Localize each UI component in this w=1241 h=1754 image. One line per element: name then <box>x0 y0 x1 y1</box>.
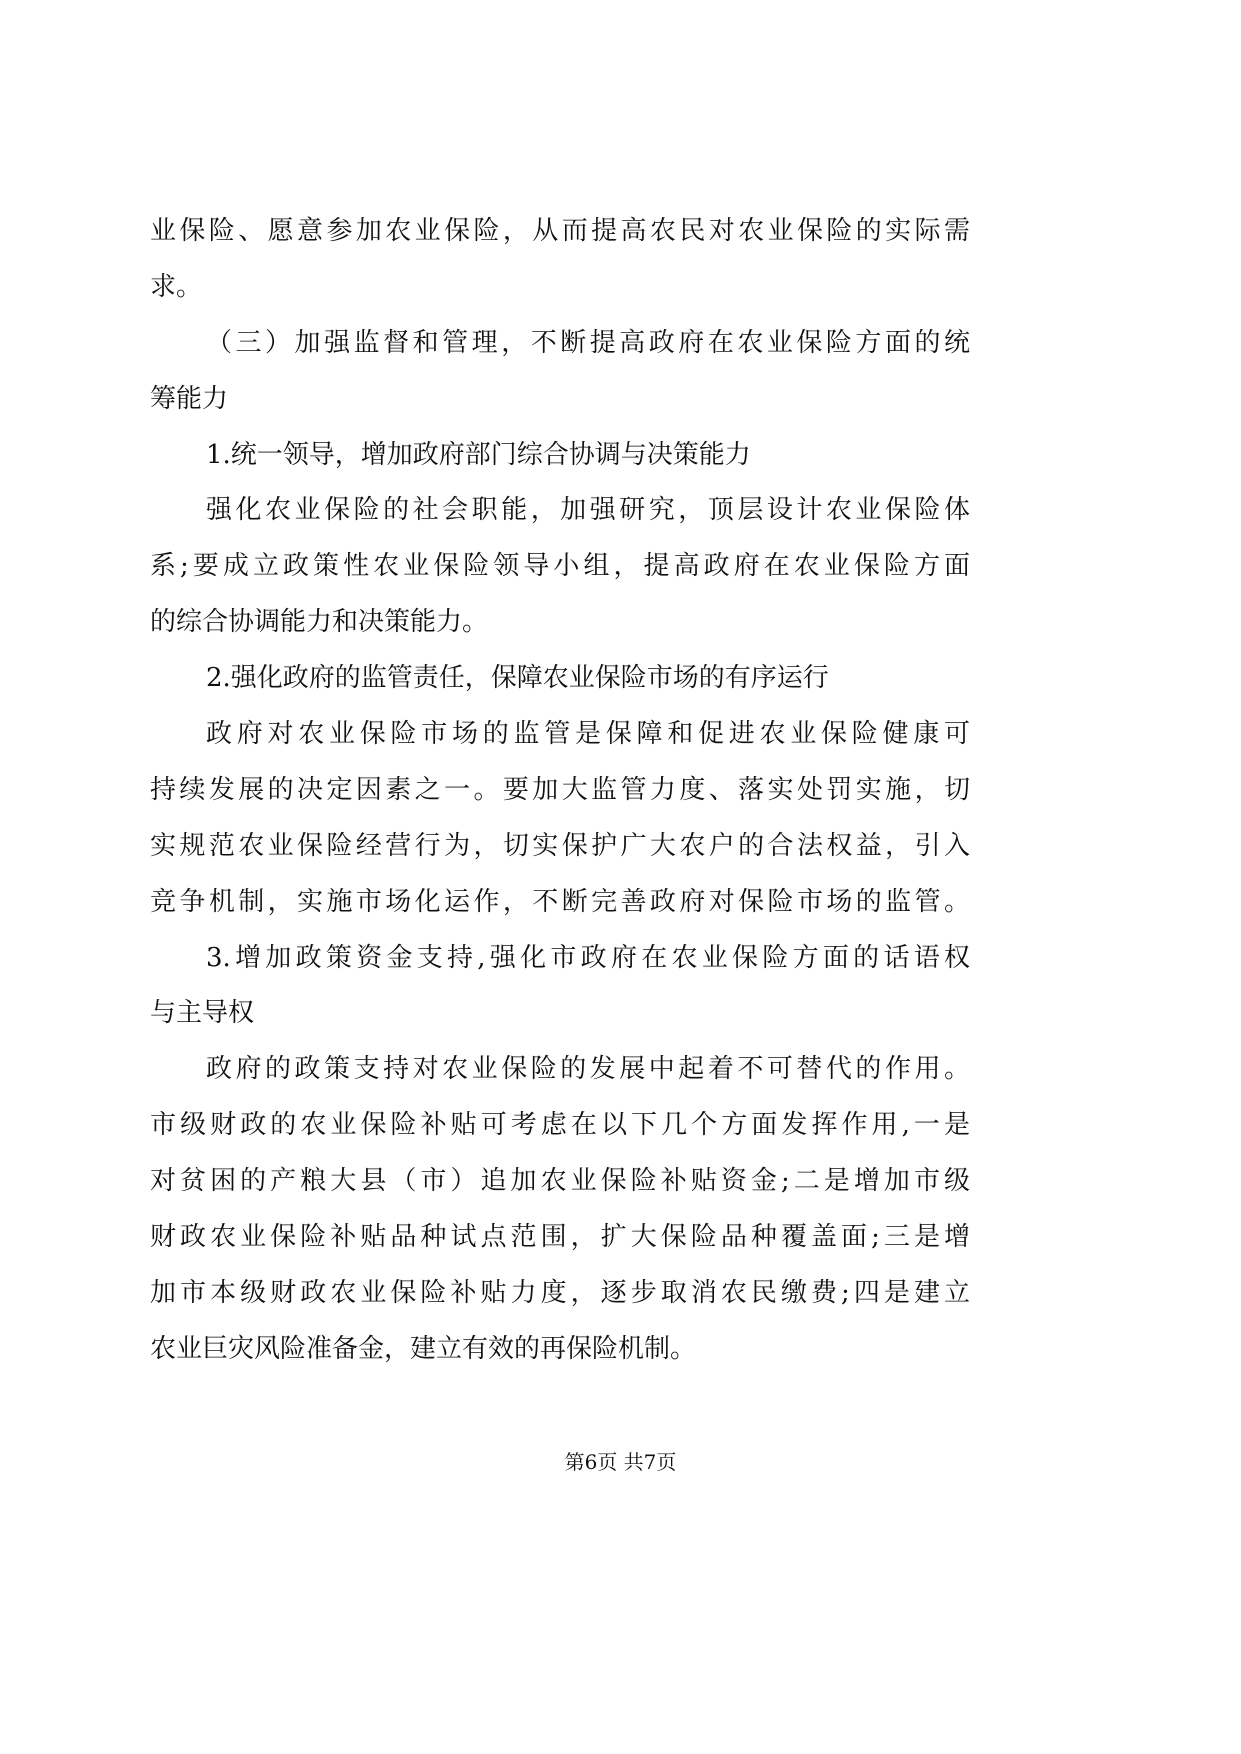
document-body <box>150 204 970 1378</box>
text-line: 2.强化政府的监管责任，保障农业保险市场的有序运行 <box>206 663 829 694</box>
text-line: 筹能力 <box>150 383 229 414</box>
text-line: 的综合协调能力和决策能力。 <box>150 607 489 638</box>
text-line: 政府对农业保险市场的监管是保障和促进农业保险健康可 <box>206 719 970 750</box>
text-line: 农业巨灾风险准备金，建立有效的再保险机制。 <box>150 1333 697 1364</box>
text-line: 强化农业保险的社会职能，加强研究，顶层设计农业保险体 <box>206 495 970 526</box>
text-line: 市级财政的农业保险补贴可考虑在以下几个方面发挥作用,一是 <box>150 1110 970 1141</box>
text-line: 持续发展的决定因素之一。要加大监管力度、落实处罚实施，切 <box>150 774 970 805</box>
text-line: 求。 <box>150 271 203 302</box>
text-line: 1.统一领导，增加政府部门综合协调与决策能力 <box>206 439 751 470</box>
text-line: 竞争机制，实施市场化运作，不断完善政府对保险市场的监管。 <box>150 886 970 917</box>
text-line: 加市本级财政农业保险补贴力度，逐步取消农民缴费;四是建立 <box>150 1277 970 1308</box>
page-footer: 第6页 共7页 <box>564 1450 677 1474</box>
text-line: 政府的政策支持对农业保险的发展中起着不可替代的作用。 <box>206 1054 970 1085</box>
text-line: 3.增加政策资金支持,强化市政府在农业保险方面的话语权 <box>206 942 970 973</box>
text-line: （三）加强监督和管理，不断提高政府在农业保险方面的统 <box>206 327 970 358</box>
text-line: 系;要成立政策性农业保险领导小组，提高政府在农业保险方面 <box>150 551 970 582</box>
text-line: 与主导权 <box>150 998 255 1029</box>
text-line: 对贫困的产粮大县（市）追加农业保险补贴资金;二是增加市级 <box>150 1166 970 1197</box>
text-line: 实规范农业保险经营行为，切实保护广大农户的合法权益，引入 <box>150 830 970 861</box>
text-line: 财政农业保险补贴品种试点范围，扩大保险品种覆盖面;三是增 <box>150 1222 970 1253</box>
text-line: 业保险、愿意参加农业保险，从而提高农民对农业保险的实际需 <box>150 216 970 246</box>
